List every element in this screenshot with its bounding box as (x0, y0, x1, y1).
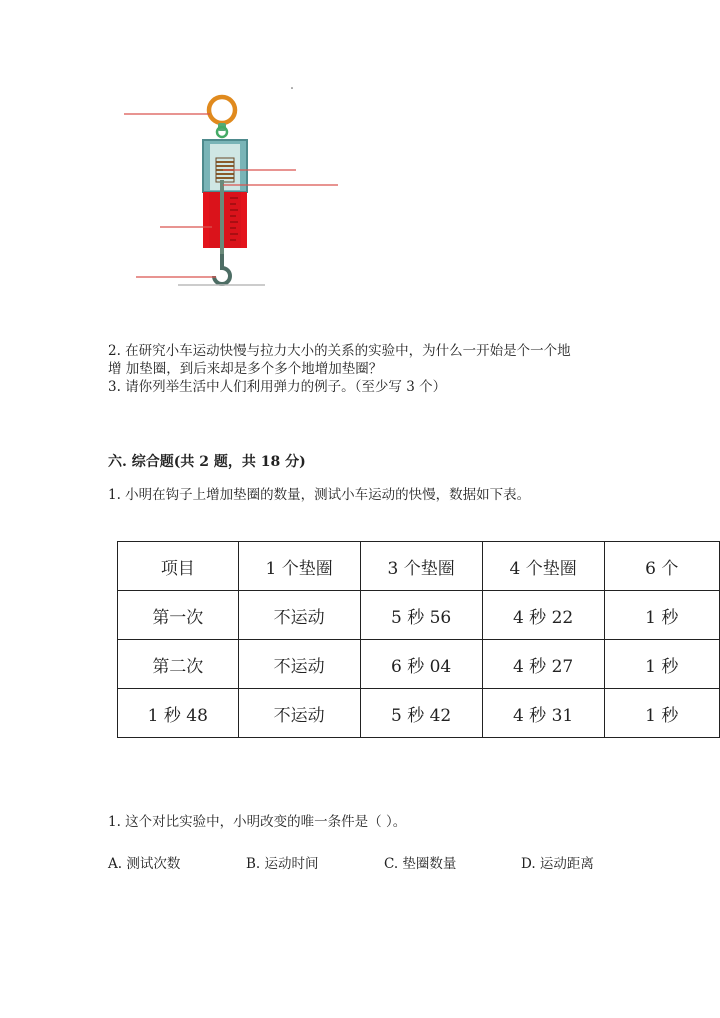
table-cell: 1 秒 48 (118, 689, 239, 738)
table-header-cell: 3 个垫圈 (360, 542, 482, 591)
hook-icon (214, 254, 230, 284)
table-row (118, 591, 720, 640)
section-6-question-1-intro: 1. 小明在钩子上增加垫圈的数量，测试小车运动的快慢，数据如下表。 (108, 487, 531, 503)
table-cell: 6 秒 04 (360, 640, 482, 689)
table-cell: 4 秒 27 (482, 640, 604, 689)
table-row (118, 640, 720, 689)
table-cell: 1 秒 (604, 689, 719, 738)
option-d[interactable]: D. 运动距离 (521, 856, 594, 872)
table-cell: 1 秒 (604, 591, 719, 640)
ring-icon (209, 97, 235, 123)
table-cell: 不运动 (238, 591, 360, 640)
table-header-cell: 4 个垫圈 (482, 542, 604, 591)
table-header-cell: 项目 (118, 542, 239, 591)
table-header-cell: 1 个垫圈 (238, 542, 360, 591)
question-3: 3. 请你列举生活中人们利用弹力的例子。（至少写 3 个） (108, 379, 447, 395)
section-6-title: 六. 综合题(共 2 题，共 18 分) (108, 454, 306, 470)
option-a[interactable]: A. 测试次数 (108, 856, 181, 872)
table-cell: 4 秒 31 (482, 689, 604, 738)
table-cell: 不运动 (238, 640, 360, 689)
table-cell: 5 秒 56 (360, 591, 482, 640)
table-header-cell: 6 个 (604, 542, 719, 591)
question-2-line-1: 2. 在研究小车运动快慢与拉力大小的关系的实验中，为什么一开始是个一个地 (108, 343, 571, 359)
data-table (117, 541, 720, 738)
table-cell: 第一次 (118, 591, 239, 640)
question-2-line-2: 增 加垫圈，到后来却是多个多个地增加垫圈？ (108, 361, 383, 377)
table-cell: 1 秒 (604, 640, 719, 689)
table-header-row (118, 542, 720, 591)
table-row (118, 689, 720, 738)
table-cell: 第二次 (118, 640, 239, 689)
table-cell: 4 秒 22 (482, 591, 604, 640)
option-c[interactable]: C. 垫圈数量 (384, 856, 457, 872)
option-b[interactable]: B. 运动时间 (246, 856, 319, 872)
spring-scale-figure (120, 80, 360, 295)
table-cell: 5 秒 42 (360, 689, 482, 738)
table-cell: 不运动 (238, 689, 360, 738)
sub-question-1: 1. 这个对比实验中，小明改变的唯一条件是（ ）。 (108, 814, 407, 830)
